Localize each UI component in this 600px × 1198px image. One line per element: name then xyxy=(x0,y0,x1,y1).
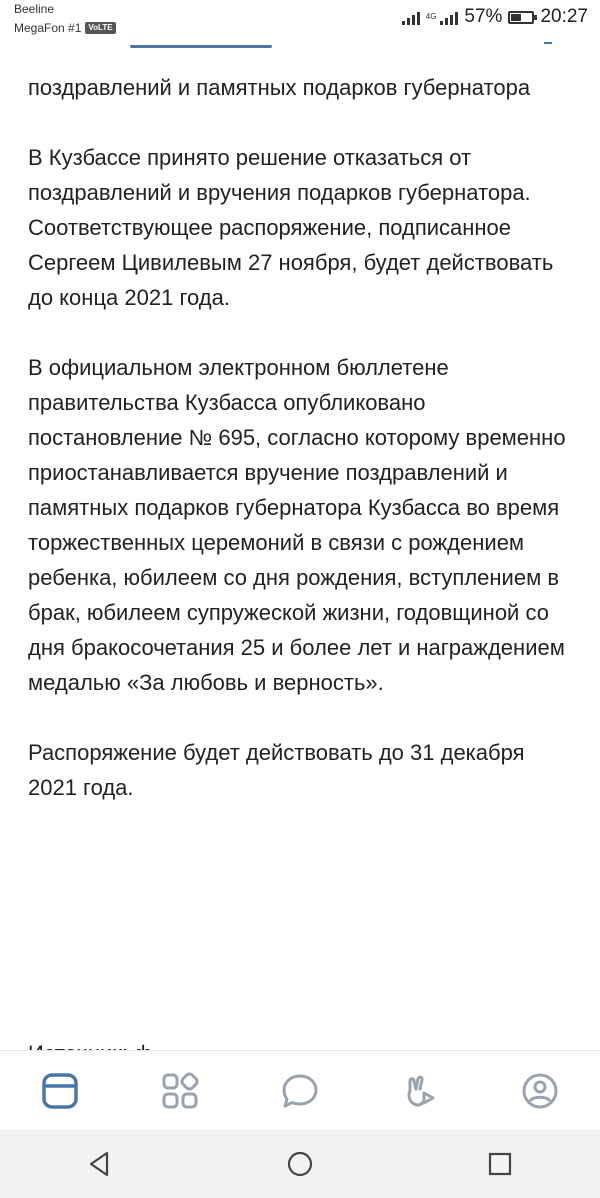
status-icons xyxy=(402,6,588,28)
home-button[interactable] xyxy=(270,1134,330,1194)
network-type: 4G xyxy=(425,12,437,21)
signal-2-icon xyxy=(440,9,458,25)
signal-1-icon xyxy=(402,9,420,25)
article-paragraph: поздравлений и памятных подарков губернатора xyxy=(28,75,531,100)
nav-clips[interactable] xyxy=(390,1061,450,1121)
battery-level-fill xyxy=(511,14,521,21)
messages-icon xyxy=(280,1071,320,1111)
article-source-cutoff xyxy=(28,1036,152,1050)
clock: 20:27 xyxy=(540,6,588,27)
nav-news[interactable] xyxy=(30,1061,90,1121)
chevron-down-icon[interactable] xyxy=(544,38,552,44)
services-icon xyxy=(160,1071,200,1111)
battery-icon xyxy=(508,11,534,24)
nav-messages[interactable] xyxy=(270,1061,330,1121)
nav-services[interactable] xyxy=(150,1061,210,1121)
nav-profile[interactable] xyxy=(510,1061,570,1121)
recents-icon xyxy=(485,1149,515,1179)
status-bar xyxy=(0,0,600,44)
back-icon xyxy=(85,1149,115,1179)
bottom-navigation xyxy=(0,1050,600,1131)
article-paragraph: В официальном электронном бюллетене правительства Кузбасса опубликовано постановление № 695, согласно которому временно приостанавливается вручение поздравлений и памятных подарков губернатора Кузбасса во время торжественных церемоний в связи с рождением ребенка, юбилеем со дня рождения, вступлением в брак, юбилеем супружеской жизни, годовщиной со дня бракосочетания 25 и более лет и награждением медалью «За любовь и верность». xyxy=(28,355,566,695)
carrier-name-2: MegaFon #1 xyxy=(14,21,82,35)
home-icon xyxy=(285,1149,315,1179)
volte-badge: VoLTE xyxy=(85,22,115,34)
article-paragraph: Распоряжение будет действовать до 31 декабря 2021 года. xyxy=(28,740,525,800)
battery-percent: 57% xyxy=(464,6,503,27)
tab-indicator xyxy=(130,45,272,48)
system-navigation-bar xyxy=(0,1130,600,1198)
profile-icon xyxy=(520,1071,560,1111)
news-feed-icon xyxy=(40,1071,80,1111)
carrier-name-1: Beeline xyxy=(14,2,55,16)
carrier-name-2-row xyxy=(14,21,116,35)
back-button[interactable] xyxy=(70,1134,130,1194)
article-paragraph: В Кузбассе принято решение отказаться от поздравлений и вручения подарков губернатора. Соответствующее распоряжение, подписанное Сергеем Цивилевым 27 ноября, будет действовать до конца 2021 года. xyxy=(28,145,554,310)
recents-button[interactable] xyxy=(470,1134,530,1194)
clips-icon xyxy=(400,1071,440,1111)
article-body xyxy=(28,70,578,840)
